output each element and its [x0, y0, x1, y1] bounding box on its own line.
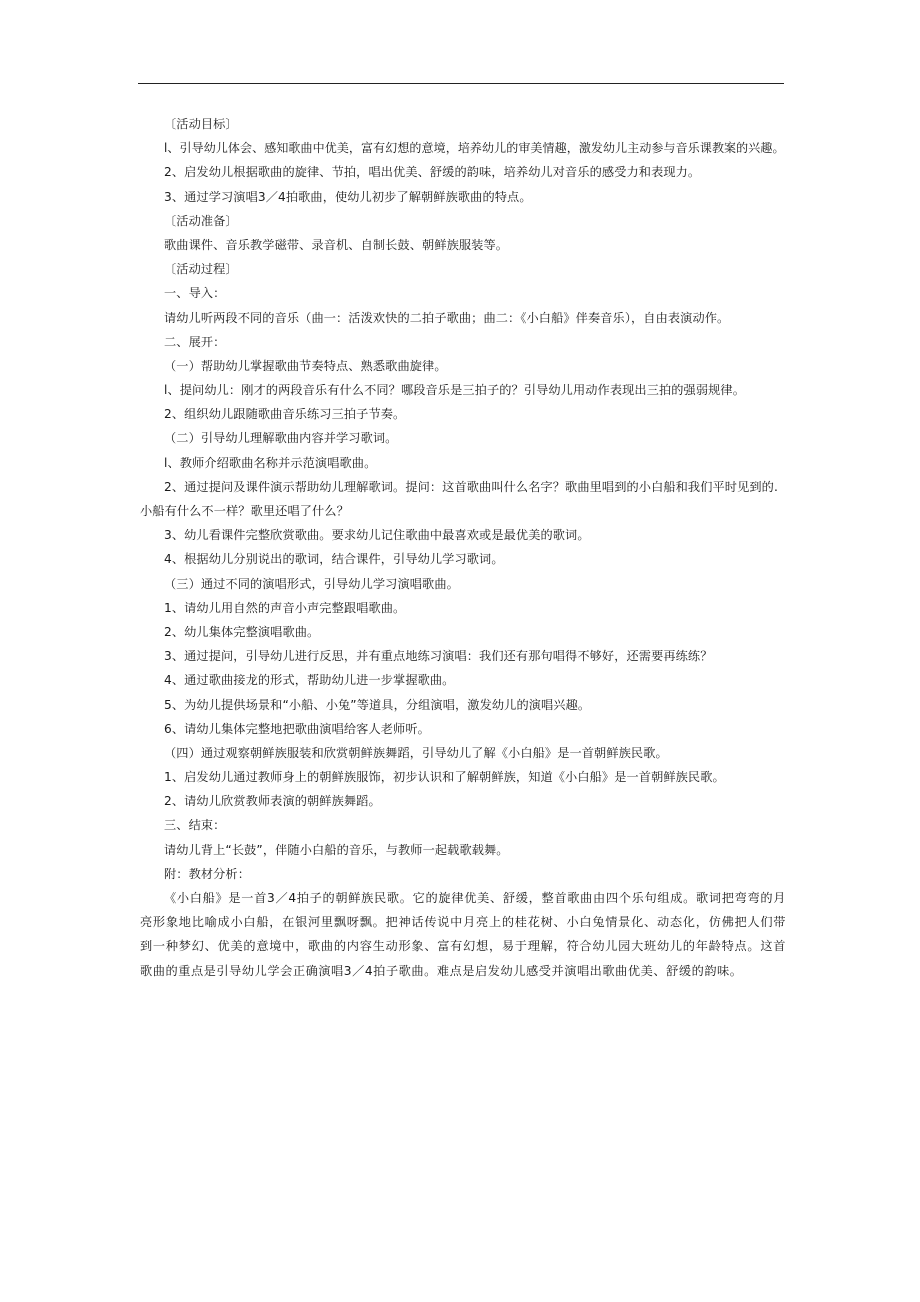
- list-item: 2、幼儿集体完整演唱歌曲。: [164, 624, 320, 639]
- list-item: 3、通过提问，引导幼儿进行反思，并有重点地练习演唱：我们还有那句唱得不够好，还需要再练练？: [164, 649, 713, 664]
- list-item-continuation: 小船有什么不一样？歌里还唱了什么？: [140, 504, 349, 518]
- document-body: [140, 112, 786, 983]
- step-end-heading: 三、结束：: [164, 818, 226, 833]
- goal-item-2: 2、启发幼儿根据歌曲的旋律、节拍，唱出优美、舒缓的韵味，培养幼儿对音乐的感受力和表现力。: [164, 165, 701, 180]
- list-item: 1、启发幼儿通过教师身上的朝鲜族服饰，初步认识和了解朝鲜族，知道《小白船》是一首朝鲜族民歌。: [164, 770, 725, 785]
- step-intro-text: 请幼儿听两段不同的音乐（曲一：活泼欢快的二拍子歌曲；曲二：《小白船》伴奏音乐），自由表演动作。: [164, 310, 730, 325]
- subsection-heading-1: （一）帮助幼儿掌握歌曲节奏特点、熟悉歌曲旋律。: [164, 358, 447, 373]
- analysis-paragraph: 《小白船》是一首3／4拍子的朝鲜族民歌。它的旋律优美、舒缓，整首歌曲由四个乐句组成。歌词把弯弯的月亮形象地比喻成小白船，在银河里飘呀飘。把神话传说中月亮上的桂花树、小白兔情景化、动态化，仿佛把人们带到一种梦幻、优美的意境中，歌曲的内容生动形象、富有幻想，易于理解，符合幼儿园大班幼儿的年龄特点。这首歌曲的重点是引导幼儿学会正确演唱3／4拍子歌曲。难点是启发幼儿感受并演唱出歌曲优美、舒缓的韵味。: [140, 891, 786, 978]
- step-expand-heading: 二、展开：: [164, 334, 226, 349]
- list-item: 4、根据幼儿分别说出的歌词，结合课件，引导幼儿学习歌词。: [164, 552, 504, 567]
- list-item: 1、请幼儿用自然的声音小声完整跟唱歌曲。: [164, 600, 406, 615]
- list-item: 2、组织幼儿跟随歌曲音乐练习三拍子节奏。: [164, 407, 406, 422]
- header-rule: [138, 83, 784, 84]
- section-heading-process: 〔活动过程〕: [164, 262, 238, 277]
- subsection-heading-3: （三）通过不同的演唱形式，引导幼儿学习演唱歌曲。: [164, 576, 459, 591]
- step-end-text: 请幼儿背上“长鼓”，伴随小白船的音乐，与教师一起载歌载舞。: [164, 842, 509, 857]
- list-item: l、提问幼儿：刚才的两段音乐有什么不同？哪段音乐是三拍子的？引导幼儿用动作表现出三拍的强弱规律。: [164, 383, 745, 398]
- goal-item-3: 3、通过学习演唱3／4拍歌曲，使幼儿初步了解朝鲜族歌曲的特点。: [164, 189, 532, 204]
- list-item: 2、通过提问及课件演示帮助幼儿理解歌词。提问：这首歌曲叫什么名字？歌曲里唱到的小白船和我们平时见到的.: [164, 479, 778, 494]
- section-heading-goals: 〔活动目标〕: [164, 117, 238, 131]
- step-intro-heading: 一、导入：: [164, 286, 226, 301]
- subsection-heading-4: （四）通过观察朝鲜族服装和欣赏朝鲜族舞蹈，引导幼儿了解《小白船》是一首朝鲜族民歌。: [164, 745, 668, 760]
- list-item: 5、为幼儿提供场景和“小船、小兔”等道具，分组演唱，激发幼儿的演唱兴趣。: [164, 697, 591, 712]
- list-item: 4、通过歌曲接龙的形式，帮助幼儿进一步掌握歌曲。: [164, 673, 455, 688]
- section-heading-preparation: 〔活动准备〕: [164, 213, 238, 228]
- preparation-text: 歌曲课件、音乐教学磁带、录音机、自制长鼓、朝鲜族服装等。: [164, 237, 509, 252]
- list-item: 3、幼儿看课件完整欣赏歌曲。要求幼儿记住歌曲中最喜欢或是最优美的歌词。: [164, 528, 590, 543]
- goal-item-1: l、引导幼儿体会、感知歌曲中优美，富有幻想的意境，培养幼儿的审美情趣，激发幼儿主动参与音乐课教案的兴趣。: [164, 141, 785, 156]
- subsection-heading-2: （二）引导幼儿理解歌曲内容并学习歌词。: [164, 431, 398, 446]
- list-item: 2、请幼儿欣赏教师表演的朝鲜族舞蹈。: [164, 794, 381, 809]
- appendix-heading: 附：教材分析：: [164, 866, 251, 881]
- list-item: 6、请幼儿集体完整地把歌曲演唱给客人老师听。: [164, 721, 430, 736]
- list-item: l、教师介绍歌曲名称并示范演唱歌曲。: [164, 455, 377, 470]
